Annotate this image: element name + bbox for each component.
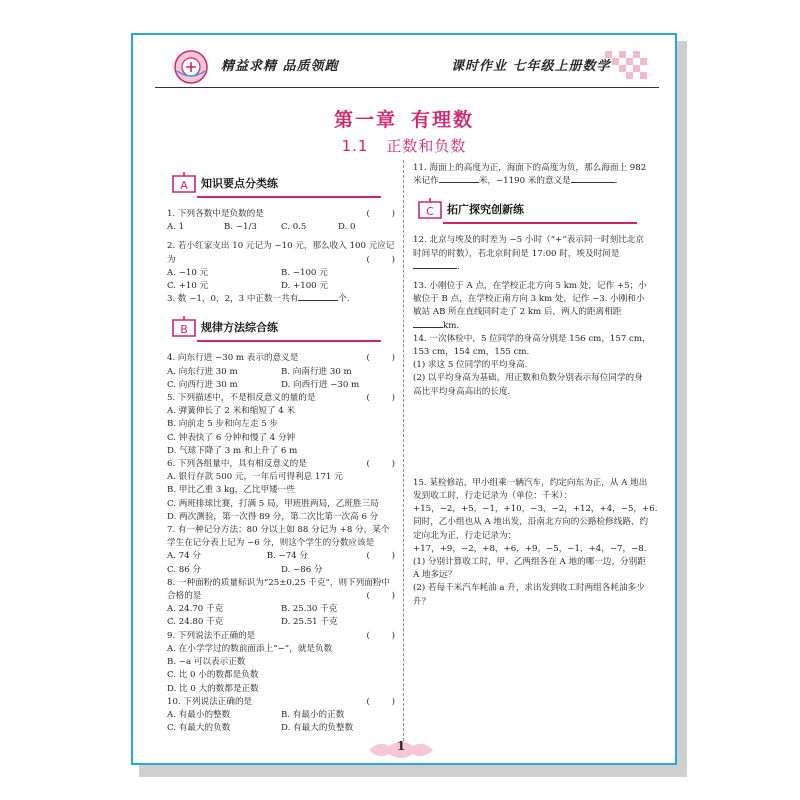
answer-space xyxy=(413,399,651,477)
answer-paren: ( ) xyxy=(366,393,395,404)
question-stem: 3. 数 −1，0，2，3 中正数一共有 xyxy=(167,294,299,305)
banner-a xyxy=(167,168,395,200)
question-stem: 4. 向东行进 −30 m 表示的意义是 xyxy=(167,353,299,364)
question-mid: 米，−1190 米的意义是 xyxy=(478,176,571,187)
option-b: B. −1/3 xyxy=(224,222,257,233)
banner-underline xyxy=(443,222,637,224)
question-3 xyxy=(167,293,395,306)
banner-underline xyxy=(197,340,381,342)
answer-paren: ( ) xyxy=(366,696,395,707)
answer-blank xyxy=(571,182,615,183)
question-tail: 个. xyxy=(338,294,350,305)
question-stem: 5. 下列描述中，不是相反意义的量的是 xyxy=(167,393,316,404)
page-number: 1 xyxy=(396,739,406,753)
book-badge-icon xyxy=(417,196,443,222)
question-9 xyxy=(167,630,395,643)
answer-blank xyxy=(413,268,457,269)
option-d: D. 气球下降了 3 m 和上升了 6 m xyxy=(167,445,298,456)
question-tail: . xyxy=(614,176,618,187)
question-8 xyxy=(167,577,395,603)
question-15-part-2: (2) 若每千米汽车耗油 a 升，求出发到收工时两组各耗油多少升？ xyxy=(413,583,645,607)
left-column xyxy=(167,162,395,735)
option-a: A. 弹簧伸长了 2 米和缩短了 4 米 xyxy=(167,406,296,417)
banner-b-title: 规律方法综合练 xyxy=(201,321,278,335)
question-5 xyxy=(167,392,395,405)
book-badge-icon xyxy=(171,314,197,340)
banner-c xyxy=(413,194,651,226)
chapter-name: 有理数 xyxy=(411,109,475,131)
section-number: 1.1 xyxy=(341,137,369,155)
answer-paren: ( ) xyxy=(366,591,395,602)
option-d: D. +100 元 xyxy=(281,281,328,292)
answer-paren: ( ) xyxy=(366,254,395,265)
question-2-options-row2 xyxy=(167,280,395,293)
question-13 xyxy=(413,280,651,333)
option-a: A. 在小学学过的数前面添上“−”，就是负数 xyxy=(167,643,333,654)
question-2-options-row1 xyxy=(167,267,395,280)
answer-paren: ( ) xyxy=(366,353,395,364)
checker-pattern-icon xyxy=(597,49,653,83)
option-a: A. 有最小的整数 xyxy=(167,709,231,720)
question-8-options-row2 xyxy=(167,616,395,629)
question-stem: 2. 若小红家支出 10 元记为 −10 元，那么收入 100 元应记为 xyxy=(167,241,395,265)
chapter-heading xyxy=(133,105,675,132)
option-b: B. 有最小的正数 xyxy=(281,709,345,720)
option-c: C. 向西行进 30 m xyxy=(167,379,238,390)
answer-paren: ( ) xyxy=(366,459,395,470)
question-stem: 10. 下列说法正确的是 xyxy=(167,696,253,707)
banner-b xyxy=(167,312,395,344)
option-a: A. −10 元 xyxy=(167,267,209,278)
banner-b-letter: B xyxy=(180,323,188,337)
question-stem: 1. 下列各数中是负数的是 xyxy=(167,209,264,219)
answer-paren: ( ) xyxy=(366,551,395,562)
chapter-number: 第一章 xyxy=(333,109,397,131)
question-stem: 12. 北京与埃及的时差为 −5 小时（“+”表示同一时刻比北京时间早的时数），若北京时间是 17:00 时，埃及时间是 xyxy=(413,235,644,259)
banner-c-title: 拓广探究创新练 xyxy=(447,203,524,217)
answer-paren: ( ) xyxy=(366,630,395,641)
question-12 xyxy=(413,234,651,274)
question-10-options-row1 xyxy=(167,709,395,722)
option-a: A. 向东行进 30 m xyxy=(167,366,238,377)
option-c: C. +10 元 xyxy=(167,281,209,292)
worksheet-page xyxy=(131,33,677,765)
question-1 xyxy=(167,208,395,221)
header-rule xyxy=(155,87,659,88)
option-d: D. 有最大的负整数 xyxy=(281,723,354,734)
option-c: C. 0.5 xyxy=(281,222,307,233)
question-1-options xyxy=(167,221,395,234)
answer-blank xyxy=(413,327,443,328)
banner-underline xyxy=(197,196,381,198)
answer-blank xyxy=(298,300,338,301)
option-b: B. −74 分 xyxy=(266,551,308,562)
question-4 xyxy=(167,352,395,365)
option-b: B. −a 可以表示正数 xyxy=(167,657,246,668)
option-b: B. 向南行进 30 m xyxy=(281,366,352,377)
question-7-options-row1 xyxy=(167,550,366,563)
option-c: C. 有最大的负数 xyxy=(167,723,231,734)
right-column xyxy=(413,162,661,609)
option-d: D. 向西行进 −30 m xyxy=(281,379,360,390)
option-b: B. −100 元 xyxy=(281,267,328,278)
option-a: A. 银行存款 500 元，一年后可得利息 171 元 xyxy=(167,472,343,483)
banner-a-letter: A xyxy=(180,179,188,192)
question-tail: km. xyxy=(443,320,460,331)
option-c: C. 钟表快了 6 分钟和慢了 4 分钟 xyxy=(167,432,296,443)
question-stem: 8. 一种面粉的质量标识为“25±0.25 千克”，则下列面粉中合格的是 xyxy=(167,577,391,602)
option-d: D. 比 0 大的数都是正数 xyxy=(167,683,259,694)
option-c: C. 24.80 千克 xyxy=(167,617,224,628)
banner-c-letter: C xyxy=(426,205,434,219)
question-stem: 9. 下列说法不正确的是 xyxy=(167,630,256,641)
option-c: C. 两班排球比赛，打满 5 局，甲班胜两局，乙班胜三局 xyxy=(167,498,379,509)
book-badge-icon xyxy=(171,170,197,196)
option-a: A. 24.70 千克 xyxy=(167,604,224,615)
question-14-part-1: (1) 求这 5 位同学的平均身高. xyxy=(413,360,528,371)
question-14: 14. 一次体检中，5 位同学的身高分别是 156 cm，157 cm，153 cm，154 cm，155 cm. xyxy=(413,333,651,358)
option-a: A. 1 xyxy=(167,222,185,233)
option-d: D. −86 分 xyxy=(281,564,323,575)
question-10 xyxy=(167,696,395,709)
header-course: 课时作业 七年级上册数学 xyxy=(451,59,611,74)
question-10-options-row2 xyxy=(167,722,395,735)
question-15: 15. 某检修站，甲小组乘一辆汽车，约定向东为正，从 A 地出发到收工时，行走记录为（单位：千米）：+15，−2，+5，−1，+10，−3，−2，+12，+4，−5，+6. 同时，乙小组也从 A 地出发，沿南北方向的公路检修线路，约定向北为正，行走记录为：+17，+9，−2，+8，+6，+9，−5，−1，+4，−7，−8. xyxy=(413,477,661,554)
question-stem: 11. 海面上的高度为正，海面下的高度为负，那么海面上 982 米记作 xyxy=(413,163,649,187)
answer-blank xyxy=(439,182,479,183)
column-divider xyxy=(403,160,404,746)
option-d: D. 0 xyxy=(338,222,356,233)
question-8-options-row1 xyxy=(167,603,395,616)
option-c: C. 比 0 小的数都是负数 xyxy=(167,670,259,681)
option-d: D. 25.51 千克 xyxy=(281,617,338,628)
question-tail: . xyxy=(457,261,460,272)
question-2 xyxy=(167,240,395,266)
option-b: B. 甲比乙重 3 kg，乙比甲矮一些 xyxy=(167,485,295,496)
question-11 xyxy=(413,162,651,188)
question-14-part-2: (2) 以平均身高为基础，用正数和负数分别表示每位同学的身高比平均身高高出的长度. xyxy=(413,373,643,397)
option-a: A. 74 分 xyxy=(167,551,201,562)
question-stem: 7. 有一种记分方法：80 分以上如 88 分记为 +8 分，某个学生在记分表上记为 −6 分，则这个学生的分数应该是 xyxy=(167,525,390,549)
option-c: C. 86 分 xyxy=(167,564,201,575)
option-b: B. 25.30 千克 xyxy=(281,604,338,615)
question-6 xyxy=(167,458,395,471)
question-4-options-row1 xyxy=(167,366,395,379)
option-d: D. 两次测验，第一次得 89 分，第二次比第一次高 6 分 xyxy=(167,511,379,522)
answer-paren: ( ) xyxy=(366,209,395,219)
publisher-logo-icon xyxy=(173,49,209,85)
question-stem: 13. 小刚位于 A 点，在学校正北方向 5 km 处，记作 +5；小敏位于 B 点，在学校正南方向 3 km 处，记作 −3. 小刚和小敏站 AB 所在直线同时走了 2 km 后，两人的距离相距 xyxy=(413,281,647,318)
header-slogan: 精益求精 品质领跑 xyxy=(221,59,339,74)
question-7-options-row2 xyxy=(167,564,395,577)
option-b: B. 向前走 5 步和向左走 5 步 xyxy=(167,419,278,430)
section-name: 正数和负数 xyxy=(386,137,467,155)
question-4-options-row2 xyxy=(167,379,395,392)
question-15-part-1: (1) 分别计算收工时，甲、乙两组各在 A 地的哪一边，分别距 A 地多远？ xyxy=(413,557,649,581)
banner-a-title: 知识要点分类练 xyxy=(201,177,278,190)
section-heading xyxy=(133,135,675,156)
question-stem: 6. 下列各组量中，具有相反意义的是 xyxy=(167,459,307,470)
